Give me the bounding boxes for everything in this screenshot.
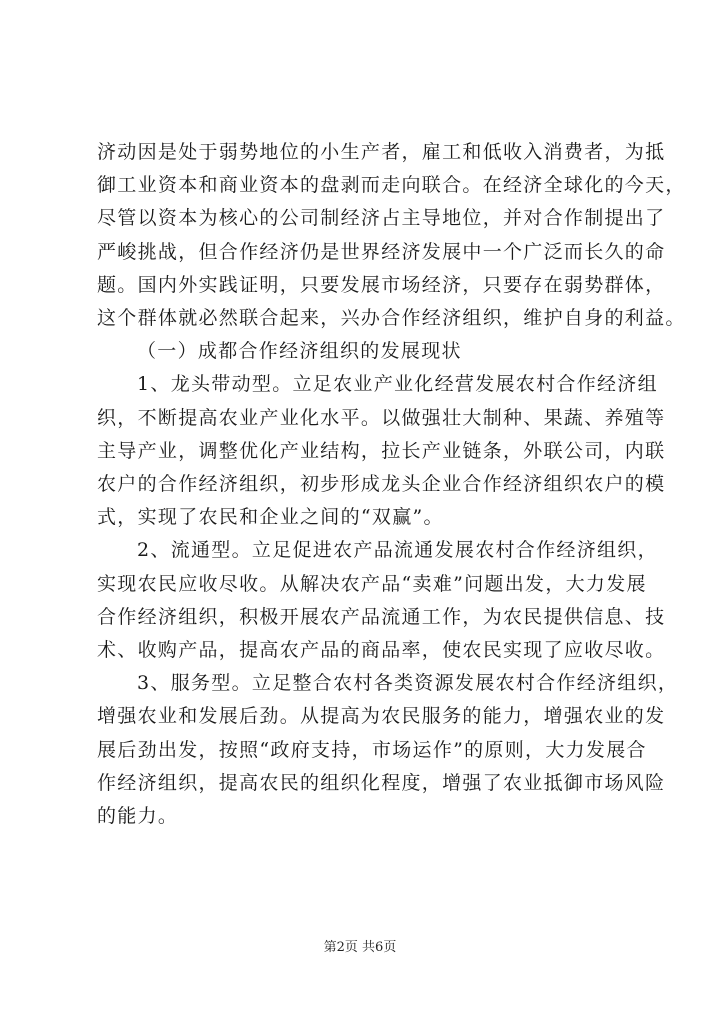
text-line: 合作经济组织，积极开展农产品流通工作，为农民提供信息、技 <box>97 605 666 628</box>
text-line: 这个群体就必然联合起来，兴办合作经济组织，维护自身的利益。 <box>97 307 686 329</box>
text-line: 术、收购产品，提高农产品的商品率，使农民实现了应收尽收。 <box>97 639 666 661</box>
text-line: 御工业资本和商业资本的盘剥而走向联合。在经济全球化的今天， <box>97 174 686 197</box>
text-line: 织，不断提高农业产业化水平。以做强壮大制种、果蔬、养殖等 <box>97 406 666 429</box>
paragraph-first-line: 1、龙头带动型。立足农业产业化经营发展农村合作经济组 <box>137 373 658 396</box>
text-line: 实现农民应收尽收。从解决农产品“卖难”问题出发，大力发展 <box>97 572 647 595</box>
page-footer: 第2页 共6页 <box>323 940 397 955</box>
text-line: 作经济组织，提高农民的组织化程度，增强了农业抵御市场风险 <box>97 771 666 794</box>
text-line: 增强农业和发展后劲。从提高为农民服务的能力，增强农业的发 <box>97 705 666 728</box>
text-line: 题。国内外实践证明，只要发展市场经济，只要存在弱势群体， <box>97 273 666 296</box>
text-line: 农户的合作经济组织，初步形成龙头企业合作经济组织农户的模 <box>97 473 666 495</box>
text-line: 尽管以资本为核心的公司制经济占主导地位，并对合作制提出了 <box>97 207 666 230</box>
text-line: 主导产业，调整优化产业结构，拉长产业链条，外联公司，内联 <box>97 439 666 462</box>
paragraph-first-line: （一）成都合作经济组织的发展现状 <box>137 340 462 363</box>
paragraph-first-line: 2、流通型。立足促进农产品流通发展农村合作经济组织， <box>137 539 658 562</box>
paragraph-first-line: 3、服务型。立足整合农村各类资源发展农村合作经济组织， <box>137 672 679 695</box>
text-line: 济动因是处于弱势地位的小生产者，雇工和低收入消费者，为抵 <box>97 141 666 163</box>
text-line: 式，实现了农民和企业之间的“双赢”。 <box>97 506 444 529</box>
text-line: 严峻挑战，但合作经济仍是世界经济发展中一个广泛而长久的命 <box>97 240 666 263</box>
text-line: 的能力。 <box>97 805 179 827</box>
text-line: 展后劲出发，按照“政府支持，市场运作”的原则，大力发展合 <box>97 738 647 761</box>
